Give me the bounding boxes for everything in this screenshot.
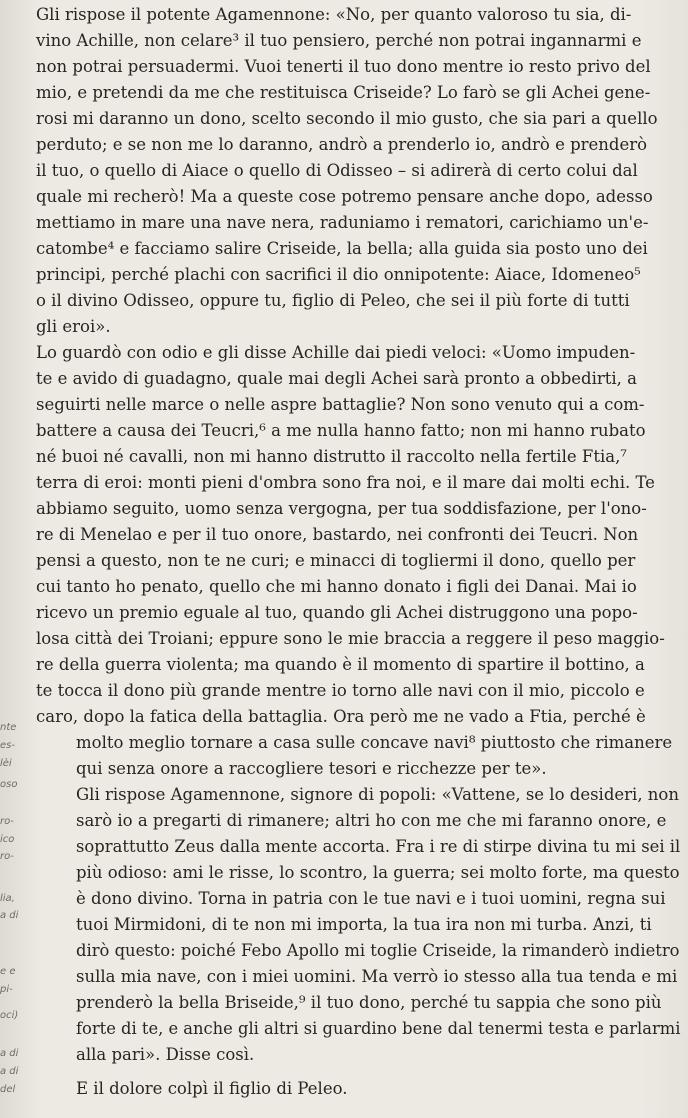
margin-note: del: [0, 1084, 16, 1095]
text-line: sulla mia nave, con i miei uomini. Ma verrò io stesso alla tua tenda e mi: [76, 967, 678, 986]
text-line: re di Menelao e per il tuo onore, bastardo, nei confronti dei Teucri. Non: [36, 525, 639, 544]
text-line: tuoi Mirmidoni, di te non mi importa, la tua ira non mi turba. Anzi, ti: [76, 915, 652, 934]
text-line: losa città dei Troiani; eppure sono le mie braccia a reggere il peso maggio-: [36, 629, 665, 648]
text-line: Lo guardò con odio e gli disse Achille dai piedi veloci: «Uomo impuden-: [36, 343, 636, 362]
text-line: quale mi recherò! Ma a queste cose potremo pensare anche dopo, adesso: [36, 187, 653, 206]
text-line: soprattutto Zeus dalla mente accorta. Fra i re di stirpe divina tu mi sei il: [76, 837, 681, 856]
margin-note: nte: [0, 722, 17, 733]
margin-note: oci): [0, 1010, 19, 1021]
text-line: te tocca il dono più grande mentre io torno alle navi con il mio, piccolo e: [36, 681, 645, 700]
text-line: E il dolore colpì il figlio di Peleo.: [76, 1079, 348, 1098]
margin-note: ico: [0, 834, 15, 845]
margin-note: a di: [0, 1048, 19, 1059]
text-line: né buoi né cavalli, non mi hanno distrutto il raccolto nella fertile Ftia,⁷: [36, 447, 627, 466]
text-line: pensi a questo, non te ne curi; e minacci di togliermi il dono, quello per: [36, 551, 636, 570]
text-line: mettiamo in mare una nave nera, raduniamo i rematori, carichiamo un'e-: [36, 213, 649, 232]
text-line: sarò io a pregarti di rimanere; altri ho con me che mi faranno onore, e: [76, 811, 667, 830]
margin-note: e e: [0, 966, 16, 977]
text-line: non potrai persuadermi. Vuoi tenerti il tuo dono mentre io resto privo del: [36, 57, 651, 76]
text-line: battere a causa dei Teucri,⁶ a me nulla hanno fatto; non mi hanno rubato: [36, 421, 646, 440]
text-line: perduto; e se non me lo daranno, andrò a prenderlo io, andrò e prenderò: [36, 135, 648, 154]
text-line: caro, dopo la fatica della battaglia. Ora però me ne vado a Ftia, perché è: [36, 707, 646, 726]
text-line: il tuo, o quello di Aiace o quello di Odisseo – si adirerà di certo colui dal: [36, 161, 638, 180]
text-line: prenderò la bella Briseide,⁹ il tuo dono, perché tu sappia che sono più: [76, 993, 662, 1012]
text-line: cui tanto ho penato, quello che mi hanno donato i figli dei Danai. Mai io: [36, 577, 637, 596]
text-line: vino Achille, non celare³ il tuo pensiero, perché non potrai ingannarmi e: [36, 31, 642, 50]
text-line: ricevo un premio eguale al tuo, quando gli Achei distruggono una popo-: [36, 603, 638, 622]
text-line: seguirti nelle marce o nelle aspre battaglie? Non sono venuto qui a com-: [36, 395, 645, 414]
margin-note: lia,: [0, 893, 15, 904]
margin-note: oso: [0, 779, 18, 790]
margin-note: es-: [0, 740, 15, 751]
text-line: re della guerra violenta; ma quando è il momento di spartire il bottino, a: [36, 655, 645, 674]
margin-note: ro-: [0, 851, 14, 862]
text-line: è dono divino. Torna in patria con le tue navi e i tuoi uomini, regna sui: [76, 889, 666, 908]
text-line: mio, e pretendi da me che restituisca Criseide? Lo farò se gli Achei gene-: [36, 83, 651, 102]
margin-note: pi-: [0, 984, 13, 995]
text-line: Gli rispose Agamennone, signore di popoli: «Vattene, se lo desideri, non: [76, 785, 679, 804]
text-line: abbiamo seguito, uomo senza vergogna, per tua soddisfazione, per l'ono-: [36, 499, 647, 518]
text-line: più odioso: ami le risse, lo scontro, la guerra; sei molto forte, ma questo: [76, 863, 680, 882]
text-line: principi, perché plachi con sacrifici il dio onnipotente: Aiace, Idomeneo⁵: [36, 265, 641, 284]
text-line: gli eroi».: [36, 317, 111, 336]
margin-note: a di: [0, 1066, 19, 1077]
text-line: terra di eroi: monti pieni d'ombra sono fra noi, e il mare dai molti echi. Te: [36, 473, 655, 492]
text-line: o il divino Odisseo, oppure tu, figlio di Peleo, che sei il più forte di tutti: [36, 291, 630, 310]
margin-note: lèi: [0, 758, 12, 769]
text-line: catombe⁴ e facciamo salire Criseide, la bella; alla guida sia posto uno dei: [36, 239, 648, 258]
margin-note: ro-: [0, 816, 14, 827]
text-line: qui senza onore a raccogliere tesori e ricchezze per te».: [76, 759, 547, 778]
text-line: rosi mi daranno un dono, scelto secondo il mio gusto, che sia pari a quello: [36, 109, 658, 128]
text-line: dirò questo: poiché Febo Apollo mi toglie Criseide, la rimanderò indietro: [76, 941, 680, 960]
text-line: molto meglio tornare a casa sulle concave navi⁸ piuttosto che rimanere: [76, 733, 673, 752]
text-line: te e avido di guadagno, quale mai degli Achei sarà pronto a obbedirti, a: [36, 369, 637, 388]
text-line: forte di te, e anche gli altri si guardino bene dal tenermi testa e parlarmi: [76, 1019, 681, 1038]
margin-note: a di: [0, 910, 19, 921]
text-line: Gli rispose il potente Agamennone: «No, per quanto valoroso tu sia, di-: [36, 5, 632, 24]
text-line: alla pari». Disse così.: [76, 1045, 255, 1064]
